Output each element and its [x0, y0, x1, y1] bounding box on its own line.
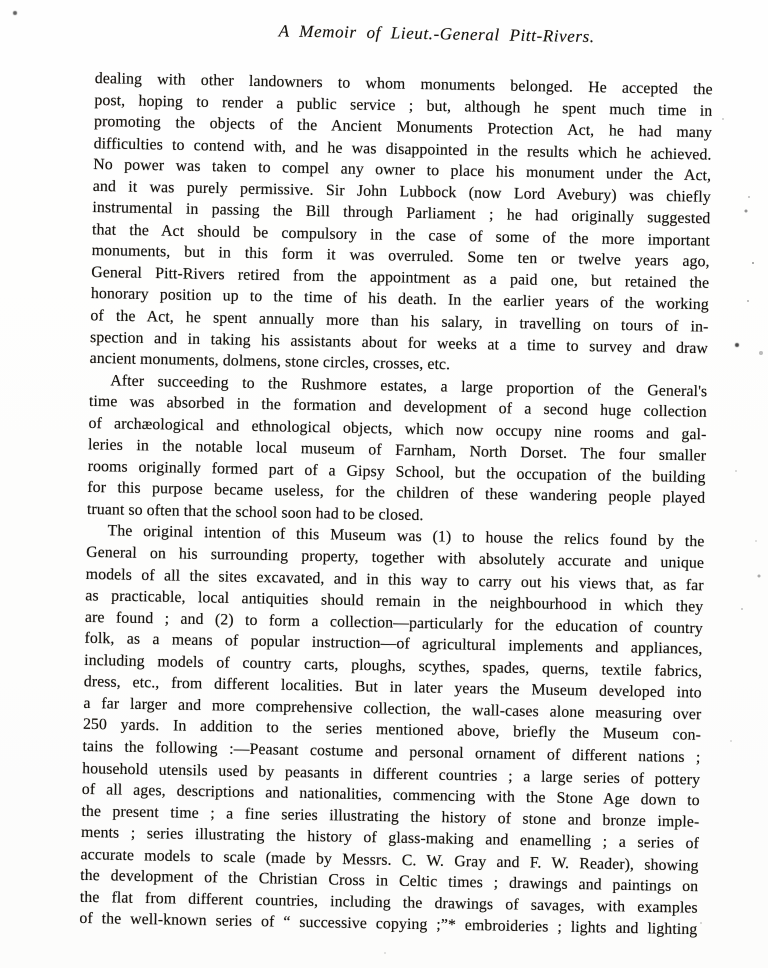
- text-line: No power was taken to compel any owner to place his monument under the Act,: [93, 156, 712, 185]
- text-line: dress, etc., from different localities. But in later years the Museum developed into: [83, 673, 702, 702]
- text-line: household utensils used by peasants in different countries ; a large series of pottery: [82, 759, 701, 788]
- text-line: of archæological and ethnological objects, which now occupy nine rooms and gal-: [88, 414, 707, 444]
- text-line: post, hoping to render a public service ; but, although he spent much time in: [94, 91, 713, 120]
- text-line: ments ; series illustrating the history of glass-making and enamelling ; a series of: [80, 824, 700, 853]
- text-line: the development of the Christian Cross in Celtic times ; drawings and paintings on: [80, 867, 699, 896]
- text-line: are found ; and (2) to form a collection—particularly for the education of country: [84, 608, 704, 637]
- text-line: of the well-known series of “ successive copying ;”* embroideries ; lights and lighting: [79, 910, 698, 939]
- text-line: After succeeding to the Rushmore estates, a large proportion of the General's: [110, 371, 708, 400]
- text-line: that the Act should be compulsory in the case of some of the more important: [91, 221, 711, 250]
- paragraph: [79, 520, 704, 941]
- text-line: monuments, but in this form it was overruled. Some ten or twelve years ago,: [91, 242, 710, 271]
- text-line: The original intention of this Museum was (1) to house the relics found by the: [107, 522, 705, 551]
- document-body: [79, 68, 713, 941]
- text-line: a far larger and more comprehensive collection, the wall-cases alone measuring over: [83, 694, 702, 724]
- text-line: including models of country carts, ploughs, scythes, spades, querns, textile fabrics,: [84, 651, 703, 680]
- running-head: A Memoir of Lieut.-General Pitt-Rivers.: [278, 21, 595, 47]
- text-line: spection and in taking his assistants about for weeks at a time to survey and draw: [89, 328, 709, 357]
- text-line: General Pitt-Rivers retired from the appointment as a paid one, but retained the: [91, 263, 710, 292]
- text-line: as practicable, local antiquities should remain in the neighbourhood in which they: [85, 587, 704, 616]
- text-line: the present time ; a fine series illustrating the history of stone and bronze imple-: [81, 802, 700, 831]
- text-line: for this purpose became useless, for the children of these wandering people played: [87, 479, 706, 508]
- text-line: truant so often that the school soon had to be closed.: [86, 500, 424, 525]
- text-line: models of all the sites excavated, and in this way to carry out his views that, as far: [85, 565, 704, 594]
- text-line: promoting the objects of the Ancient Monuments Protection Act, he had many: [93, 113, 713, 142]
- text-line: time was absorbed in the formation and development of a second huge collection: [88, 393, 707, 421]
- text-line: ancient monuments, dolmens, stone circles, crosses, etc.: [89, 349, 451, 374]
- text-line: accurate models to scale (made by Messrs. C. W. Gray and F. W. Reader), showing: [80, 845, 699, 875]
- text-line: difficulties to contend with, and he was disappointed in the results which he achieved.: [93, 134, 712, 164]
- page-content: [79, 16, 714, 941]
- text-line: General on his surrounding property, together with absolutely accurate and unique: [86, 543, 705, 572]
- text-line: tains the following :—Peasant costume and personal ornament of different nations ;: [82, 737, 701, 767]
- text-line: of the Act, he spent annually more than his salary, in travelling on tours of in-: [90, 307, 709, 336]
- text-line: 250 yards. In addition to the series mentioned above, briefly the Museum con-: [82, 716, 702, 745]
- scan-noise: [0, 0, 2, 2]
- text-line: the flat from different countries, including the drawings of savages, with examples: [79, 888, 698, 917]
- text-line: dealing with other landowners to whom monuments belonged. He accepted the: [94, 69, 713, 99]
- text-line: leries in the notable local museum of Farnham, North Dorset. The four smaller: [87, 436, 707, 465]
- text-line: and it was purely permissive. Sir John Lubbock (now Lord Avebury) was chiefly: [92, 177, 711, 206]
- paragraph: [87, 370, 708, 532]
- text-line: of all ages, descriptions and nationalities, commencing with the Stone Age down to: [81, 780, 700, 810]
- paragraph: [90, 68, 713, 381]
- text-line: folk, as a means of popular instruction—of agricultural implements and appliances,: [84, 630, 703, 658]
- text-line: honorary position up to the time of his death. In the earlier years of the working: [90, 285, 709, 314]
- text-line: rooms originally formed part of a Gipsy School, but the occupation of the building: [87, 457, 706, 487]
- text-line: instrumental in passing the Bill through Parliament ; he had originally suggested: [92, 199, 711, 228]
